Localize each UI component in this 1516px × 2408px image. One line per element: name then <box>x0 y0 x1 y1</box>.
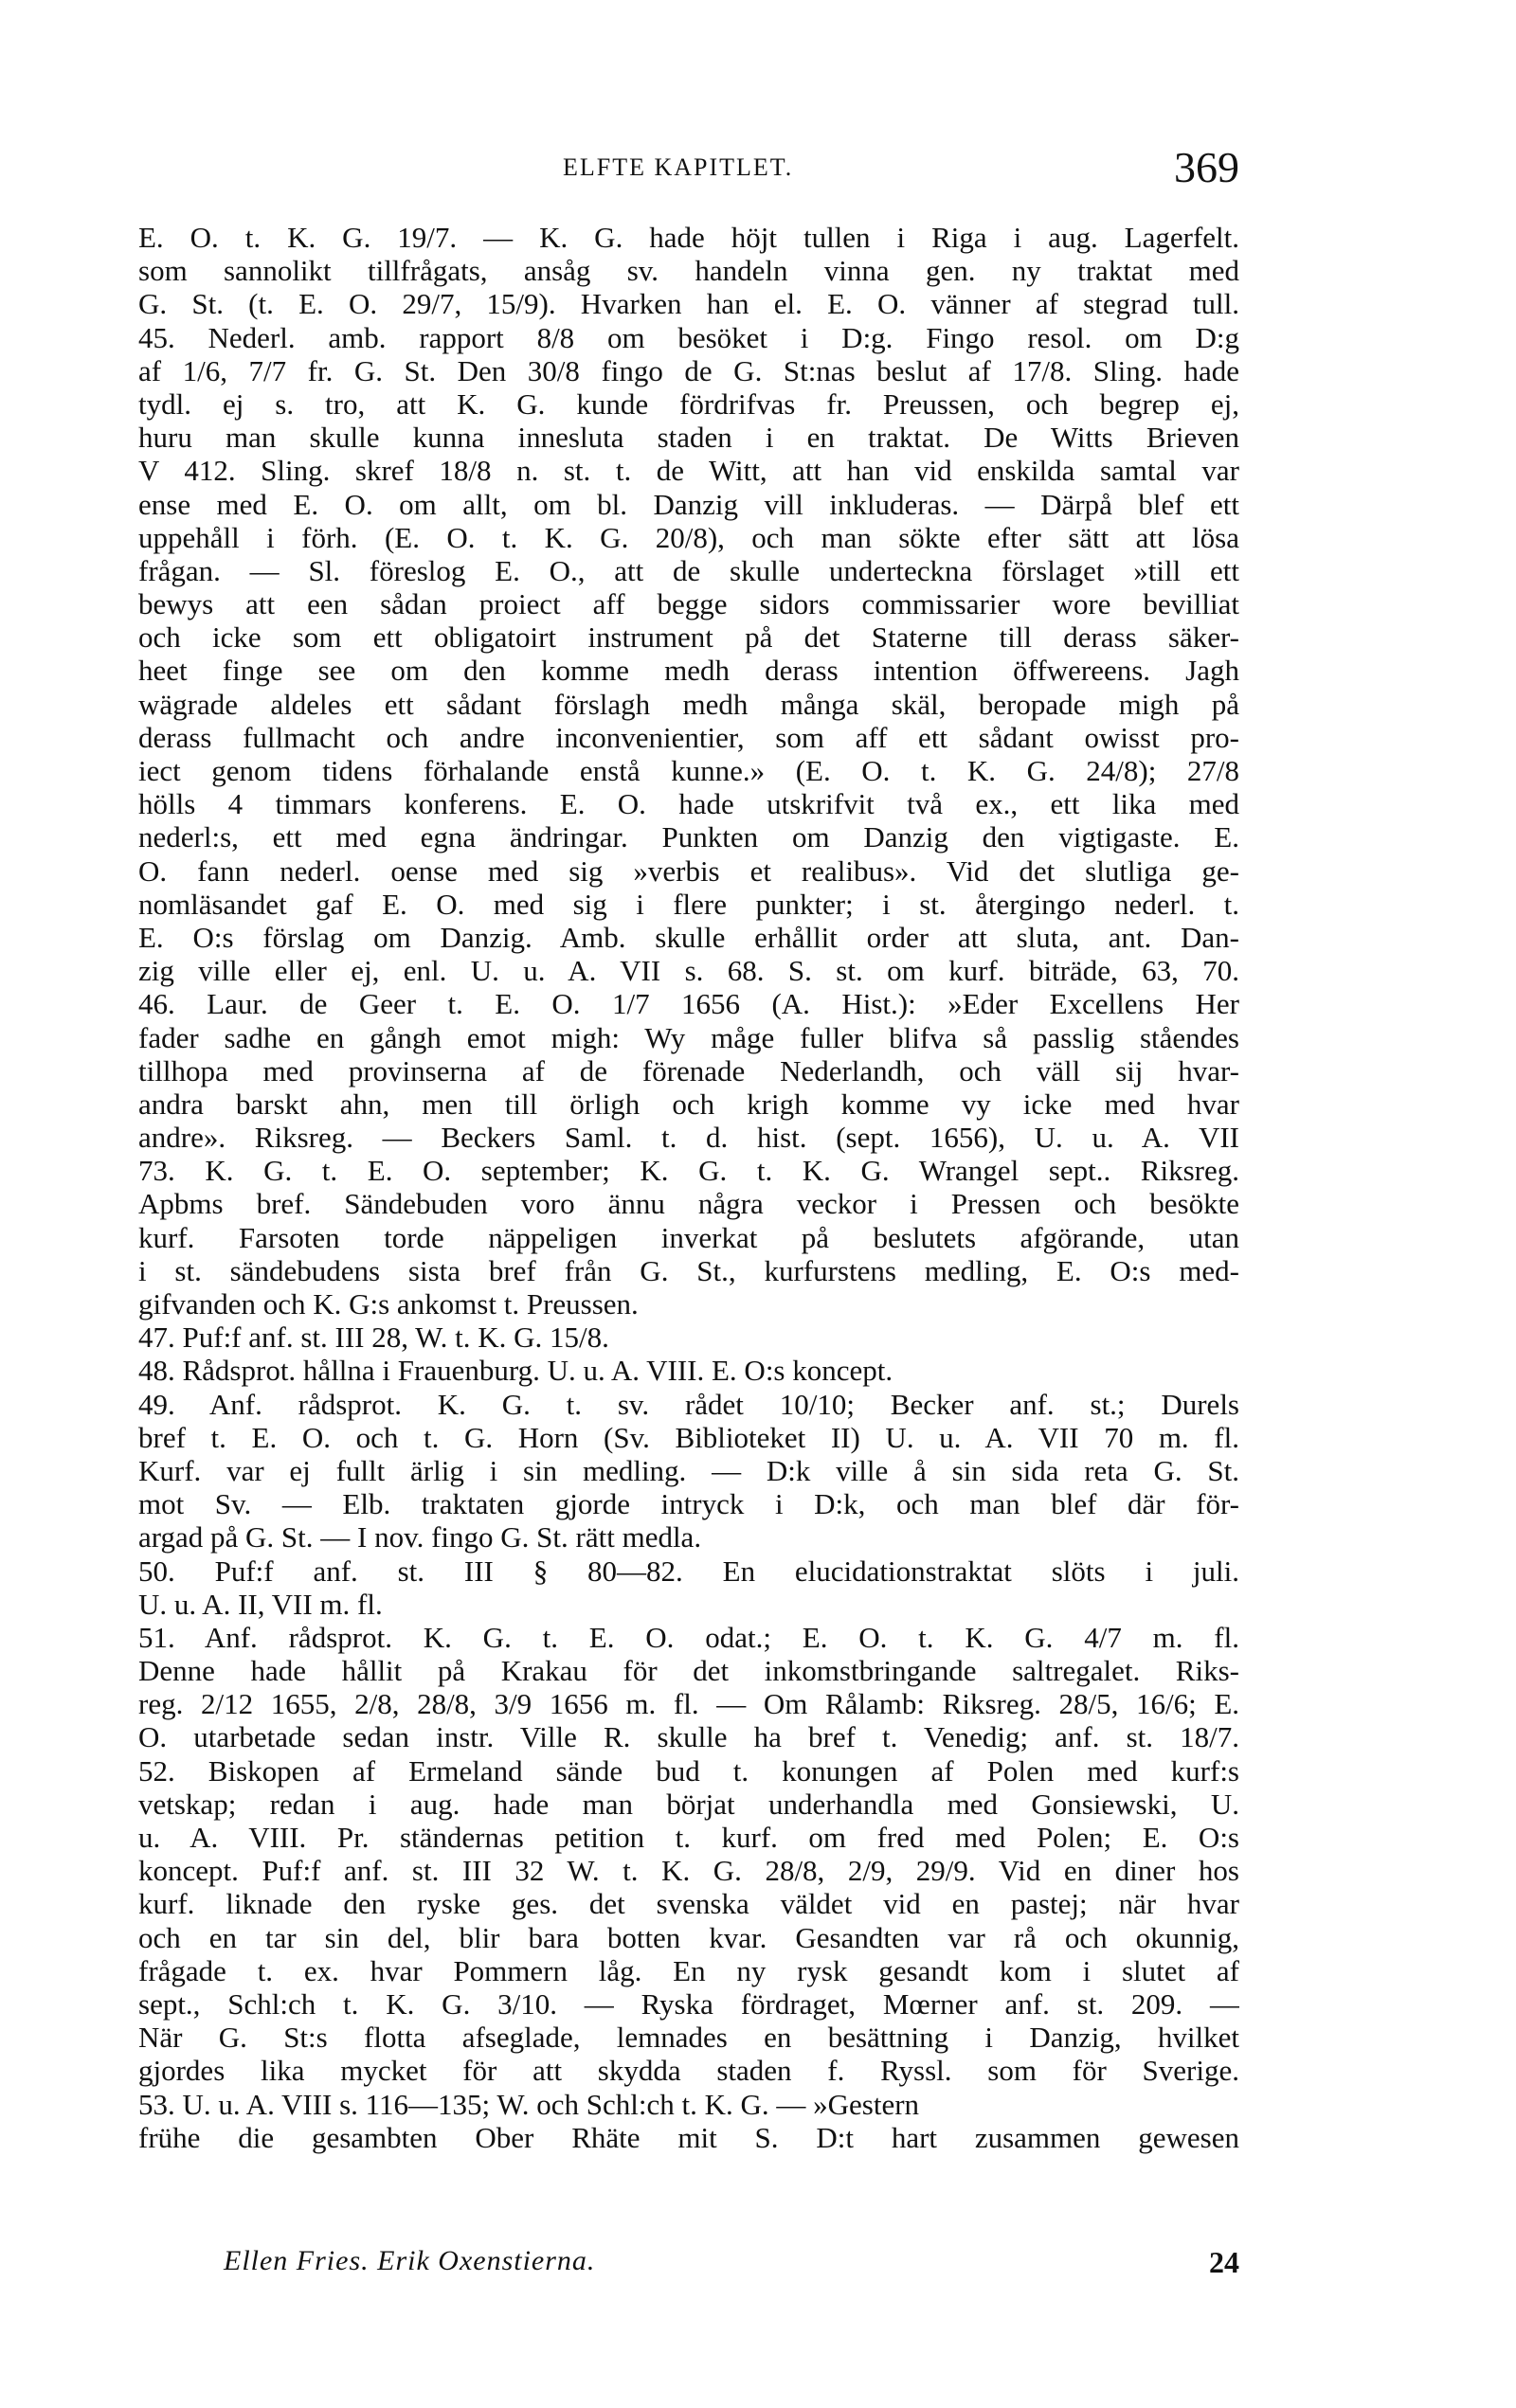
text-line: nederl:s, ett med egna ändringar. Punkten om Danzig den vigtigaste. E. <box>138 820 1239 854</box>
body-text <box>138 221 1239 2154</box>
text-line: 73. K. G. t. E. O. september; K. G. t. K. G. Wrangel sept.. Riksreg. <box>138 1154 1239 1188</box>
text-line: andra barskt ahn, men till örligh och krigh komme vy icke med hvar <box>138 1087 1239 1121</box>
text-line: iect genom tidens förhalande enstå kunne.» (E. O. t. K. G. 24/8); 27/8 <box>138 754 1239 787</box>
text-line: E. O. t. K. G. 19/7. — K. G. hade höjt tullen i Riga i aug. Lagerfelt. <box>138 221 1239 254</box>
text-line: frågan. — Sl. föreslog E. O., att de skulle underteckna förslaget »till ett <box>138 553 1239 587</box>
text-line: E. O:s förslag om Danzig. Amb. skulle erhållit order att sluta, ant. Dan- <box>138 920 1239 954</box>
text-line: Kurf. var ej fullt ärlig i sin medling. — D:k ville å sin sida reta G. St. <box>138 1453 1239 1487</box>
text-line: u. A. VIII. Pr. ständernas petition t. kurf. om fred med Polen; E. O:s <box>138 1821 1239 1854</box>
text-line: af 1/6, 7/7 fr. G. St. Den 30/8 fingo de G. St:nas beslut af 17/8. Sling. hade <box>138 353 1239 387</box>
text-line: som sannolikt tillfrågats, ansåg sv. handeln vinna gen. ny traktat med <box>138 254 1239 288</box>
text-line: tydl. ej s. tro, att K. G. kunde fördrifvas fr. Preussen, och begrep ej, <box>138 386 1239 421</box>
text-line: koncept. Puf:f anf. st. III 32 W. t. K. G. 28/8, 2/9, 29/9. Vid en diner hos <box>138 1854 1239 1888</box>
text-line: tillhopa med provinserna af de förenade Nederlandh, och väll sij hvar- <box>138 1053 1239 1087</box>
text-line: hölls 4 timmars konferens. E. O. hade utskrifvit två ex., ett lika med <box>138 787 1239 821</box>
text-line: argad på G. St. — I nov. fingo G. St. rätt medla. <box>138 1520 702 1554</box>
text-line: gjordes lika mycket för att skydda staden f. Ryssl. som för Sverige. <box>138 2054 1239 2088</box>
text-line: andre». Riksreg. — Beckers Saml. t. d. hist. (sept. 1656), U. u. A. VII <box>138 1121 1239 1155</box>
text-line: zig ville eller ej, enl. U. u. A. VII s. 68. S. st. om kurf. biträde, 63, 70. <box>138 954 1239 988</box>
text-line: heet finge see om den komme medh derass intention öffwereens. Jagh <box>138 654 1239 688</box>
text-line: 53. U. u. A. VIII s. 116—135; W. och Schl:ch t. K. G. — »Gestern <box>138 2087 920 2121</box>
text-line: 45. Nederl. amb. rapport 8/8 om besöket i D:g. Fingo resol. om D:g <box>138 320 1239 354</box>
text-line: nomläsandet gaf E. O. med sig i flere punkter; i st. återgingo nederl. t. <box>138 887 1239 921</box>
signature-mark: Ellen Fries. Erik Oxenstierna. <box>224 2245 596 2276</box>
page-header <box>138 142 1239 199</box>
text-line: V 412. Sling. skref 18/8 n. st. t. de Witt, att han vid enskilda samtal var <box>138 454 1239 488</box>
text-line: sept., Schl:ch t. K. G. 3/10. — Ryska fördraget, Mœrner anf. st. 209. — <box>138 1986 1239 2021</box>
text-line: vetskap; redan i aug. hade man börjat underhandla med Gonsiewski, U. <box>138 1787 1239 1821</box>
text-line: 52. Biskopen af Ermeland sände bud t. konungen af Polen med kurf:s <box>138 1753 1239 1788</box>
running-title: ELFTE KAPITLET. <box>563 153 794 181</box>
text-line: i st. sändebudens sista bref från G. St., kurfurstens medling, E. O:s med- <box>138 1253 1239 1287</box>
text-line: reg. 2/12 1655, 2/8, 28/8, 3/9 1656 m. fl. — Om Rålamb: Riksreg. 28/5, 16/6; E. <box>138 1687 1239 1721</box>
text-line: Apbms bref. Sändebuden voro ännu några veckor i Pressen och besökte <box>138 1187 1239 1221</box>
text-line: frågade t. ex. hvar Pommern låg. En ny rysk gesandt kom i slutet af <box>138 1953 1239 1987</box>
text-line: G. St. (t. E. O. 29/7, 15/9). Hvarken han el. E. O. vänner af stegrad tull. <box>138 287 1239 321</box>
text-line: uppehåll i förh. (E. O. t. K. G. 20/8), och man sökte efter sätt att lösa <box>138 520 1239 554</box>
text-line: derass fullmacht och andre inconvenientier, som aff ett sådant owisst pro- <box>138 720 1239 754</box>
text-line: 46. Laur. de Geer t. E. O. 1/7 1656 (A. Hist.): »Eder Excellens Her <box>138 987 1239 1021</box>
text-line: Denne hade hållit på Krakau för det inkomstbringande saltregalet. Riks- <box>138 1654 1239 1688</box>
text-line: huru man skulle kunna innesluta staden i en traktat. De Witts Brieven <box>138 421 1239 455</box>
text-line: ense med E. O. om allt, om bl. Danzig vill inkluderas. — Därpå blef ett <box>138 487 1239 521</box>
sheet-number: 24 <box>1209 2245 1239 2279</box>
text-line: gifvanden och K. G:s ankomst t. Preussen. <box>138 1287 639 1321</box>
page-number: 369 <box>1174 143 1239 191</box>
text-line: frühe die gesambten Ober Rhäte mit S. D:t hart zusammen gewesen <box>138 2120 1239 2154</box>
text-line: 50. Puf:f anf. st. III § 80—82. En elucidationstraktat slöts i juli. <box>138 1554 1239 1588</box>
text-line: och en tar sin del, blir bara botten kvar. Gesandten var rå och okunnig, <box>138 1920 1239 1954</box>
text-line: O. fann nederl. oense med sig »verbis et realibus». Vid det slutliga ge- <box>138 854 1239 888</box>
text-line: 48. Rådsprot. hållna i Frauenburg. U. u. A. VIII. E. O:s koncept. <box>138 1354 893 1388</box>
text-line: kurf. liknade den ryske ges. det svenska väldet vid en pastej; när hvar <box>138 1887 1239 1921</box>
text-line: mot Sv. — Elb. traktaten gjorde intryck i D:k, och man blef där för- <box>138 1487 1239 1521</box>
text-line: U. u. A. II, VII m. fl. <box>138 1587 383 1621</box>
text-line: wägrade aldeles ett sådant förslagh medh många skäl, beropade migh på <box>138 687 1239 721</box>
text-line: kurf. Farsoten torde näppeligen inverkat på beslutets afgörande, utan <box>138 1220 1239 1254</box>
text-line: 49. Anf. rådsprot. K. G. t. sv. rådet 10/10; Becker anf. st.; Durels <box>138 1387 1239 1421</box>
text-line: När G. St:s flotta afseglade, lemnades en besättning i Danzig, hvilket <box>138 2021 1239 2055</box>
text-line: O. utarbetade sedan instr. Ville R. skulle ha bref t. Venedig; anf. st. 18/7. <box>138 1720 1239 1754</box>
text-line: 47. Puf:f anf. st. III 28, W. t. K. G. 15/8. <box>138 1321 609 1355</box>
text-line: fader sadhe en gångh emot migh: Wy måge fuller blifva så passlig ståendes <box>138 1020 1239 1054</box>
text-line: bref t. E. O. och t. G. Horn (Sv. Biblioteket II) U. u. A. VII 70 m. fl. <box>138 1420 1239 1454</box>
page-footer <box>138 2245 1239 2292</box>
text-line: 51. Anf. rådsprot. K. G. t. E. O. odat.; E. O. t. K. G. 4/7 m. fl. <box>138 1620 1239 1654</box>
text-line: bewys att een sådan proiect aff begge sidors commissarier wore bevilliat <box>138 587 1239 621</box>
text-line: och icke som ett obligatoirt instrument på det Staterne till derass säker- <box>138 620 1239 655</box>
